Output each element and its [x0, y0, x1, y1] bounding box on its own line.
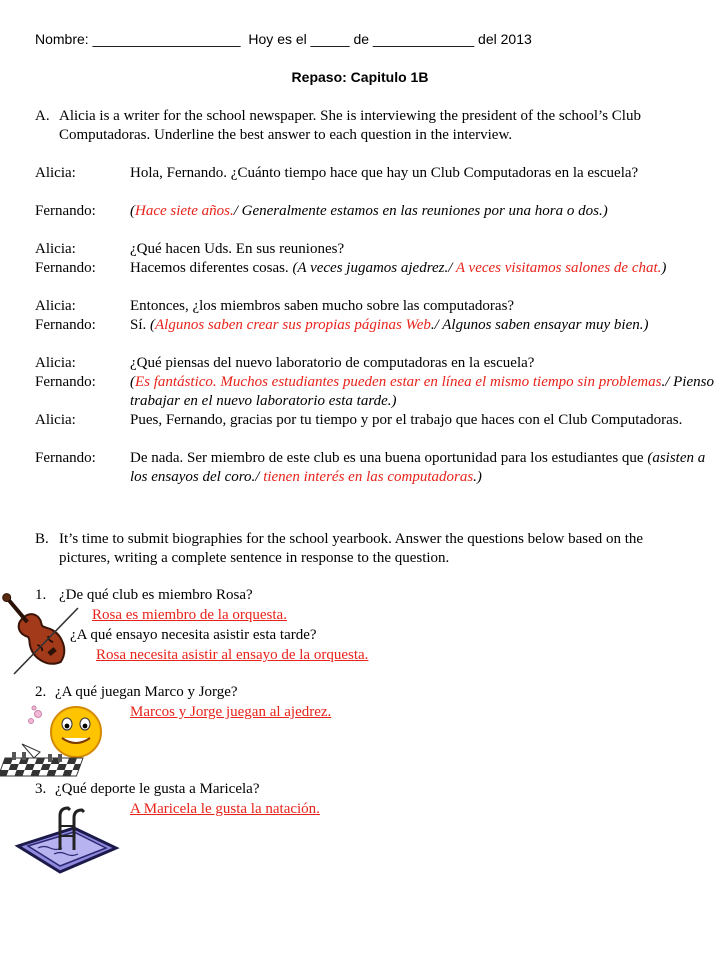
- answer-option[interactable]: / Generalmente estamos en las reuniones por una hora o dos.): [233, 203, 608, 219]
- dialogue-fragment: Entonces, ¿los miembros saben mucho sobre las computadoras?: [130, 298, 515, 314]
- dialogue-fragment: De nada. Ser miembro de este club es una buena oportunidad para los estudiantes que: [130, 450, 648, 466]
- answer-option[interactable]: (asisten a los ensayos del coro./: [130, 450, 706, 485]
- question-1b: ¿A qué ensayo necesita asistir esta tarde?: [70, 627, 317, 643]
- answer-option-selected[interactable]: Algunos saben crear sus propias páginas Web: [155, 317, 431, 333]
- answer-option[interactable]: .): [473, 469, 482, 485]
- speaker-label: Alicia:: [35, 298, 76, 314]
- dialogue-fragment: Sí.: [130, 317, 151, 333]
- question-3-number: 3.: [35, 781, 47, 797]
- date-field[interactable]: Hoy es el _____ de _____________ del 2013: [248, 31, 532, 47]
- question-2: ¿A qué juegan Marco y Jorge?: [55, 684, 238, 700]
- dialogue-text: [130, 297, 720, 316]
- section-a-instructions: Alicia is a writer for the school newspaper. She is interviewing the president of the school’s Club Computadoras. Underline the best answer to each question in the interview.: [59, 108, 641, 143]
- speaker-label: Fernando:: [35, 374, 96, 390]
- answer-option[interactable]: ./ Algunos saben ensayar muy bien.): [430, 317, 649, 333]
- answer-1[interactable]: Rosa es miembro de la orquesta.: [92, 607, 287, 623]
- dialogue-text: [130, 449, 720, 487]
- dialogue-text: [130, 411, 720, 430]
- question-3: ¿Qué deporte le gusta a Maricela?: [55, 781, 260, 797]
- worksheet-header: [35, 31, 532, 47]
- speaker-label: Alicia:: [35, 165, 76, 181]
- dialogue-fragment: Pues, Fernando, gracias por tu tiempo y por el trabajo que haces con el Club Computadoras.: [130, 412, 683, 428]
- section-b-letter: B.: [35, 531, 49, 547]
- answer-option-selected[interactable]: tienen interés en las computadoras: [263, 469, 474, 485]
- dialogue-text: [130, 316, 720, 335]
- dialogue-fragment: Hacemos diferentes cosas.: [130, 260, 293, 276]
- answer-option[interactable]: (: [130, 374, 135, 390]
- speaker-label: Fernando:: [35, 317, 96, 333]
- dialogue-text: [130, 202, 720, 221]
- violin-icon: [4, 602, 84, 682]
- smiley-chess-icon: [0, 702, 110, 782]
- pool-ladder-icon: [14, 806, 119, 878]
- page-title: Repaso: Capitulo 1B: [291, 69, 429, 85]
- speaker-label: Fernando:: [35, 450, 96, 466]
- dialogue-text: [130, 259, 720, 278]
- answer-option-selected[interactable]: A veces visitamos salones de chat.: [455, 260, 662, 276]
- section-b-instructions: It’s time to submit biographies for the school yearbook. Answer the questions below based on the pictures, writing a complete sentence in response to the question.: [59, 531, 644, 566]
- dialogue-text: [130, 373, 720, 411]
- section-a-letter: A.: [35, 108, 50, 124]
- dialogue-text: [130, 240, 720, 259]
- name-field[interactable]: Nombre: ___________________: [35, 31, 241, 47]
- answer-option[interactable]: (A veces jugamos ajedrez./: [292, 260, 456, 276]
- speaker-label: Fernando:: [35, 260, 96, 276]
- dialogue-fragment: ¿Qué hacen Uds. En sus reuniones?: [130, 241, 345, 257]
- speaker-label: Alicia:: [35, 412, 76, 428]
- question-1-number: 1.: [35, 587, 47, 603]
- question-1: ¿De qué club es miembro Rosa?: [59, 587, 253, 603]
- dialogue-fragment: Hola, Fernando. ¿Cuánto tiempo hace que hay un Club Computadoras en la escuela?: [130, 165, 639, 181]
- answer-option[interactable]: (: [130, 203, 135, 219]
- answer-option[interactable]: (: [150, 317, 156, 333]
- speaker-label: Alicia:: [35, 241, 76, 257]
- question-2-number: 2.: [35, 684, 47, 700]
- dialogue-text: [130, 354, 720, 373]
- answer-1b[interactable]: Rosa necesita asistir al ensayo de la orquesta.: [96, 647, 369, 663]
- answer-option-selected[interactable]: Hace siete años.: [135, 203, 234, 219]
- answer-option-selected[interactable]: Es fantástico. Muchos estudiantes pueden estar en línea el mismo tiempo sin problemas: [135, 374, 662, 390]
- answer-2[interactable]: Marcos y Jorge juegan al ajedrez.: [130, 704, 332, 720]
- answer-option[interactable]: ./ Pienso trabajar en el nuevo laboratorio esta tarde.): [130, 374, 714, 409]
- answer-option[interactable]: ): [661, 260, 667, 276]
- answer-3[interactable]: A Maricela le gusta la natación.: [130, 801, 320, 817]
- dialogue-text: [130, 164, 720, 183]
- dialogue-fragment: ¿Qué piensas del nuevo laboratorio de computadoras en la escuela?: [130, 355, 535, 371]
- speaker-label: Alicia:: [35, 355, 76, 371]
- speaker-label: Fernando:: [35, 203, 96, 219]
